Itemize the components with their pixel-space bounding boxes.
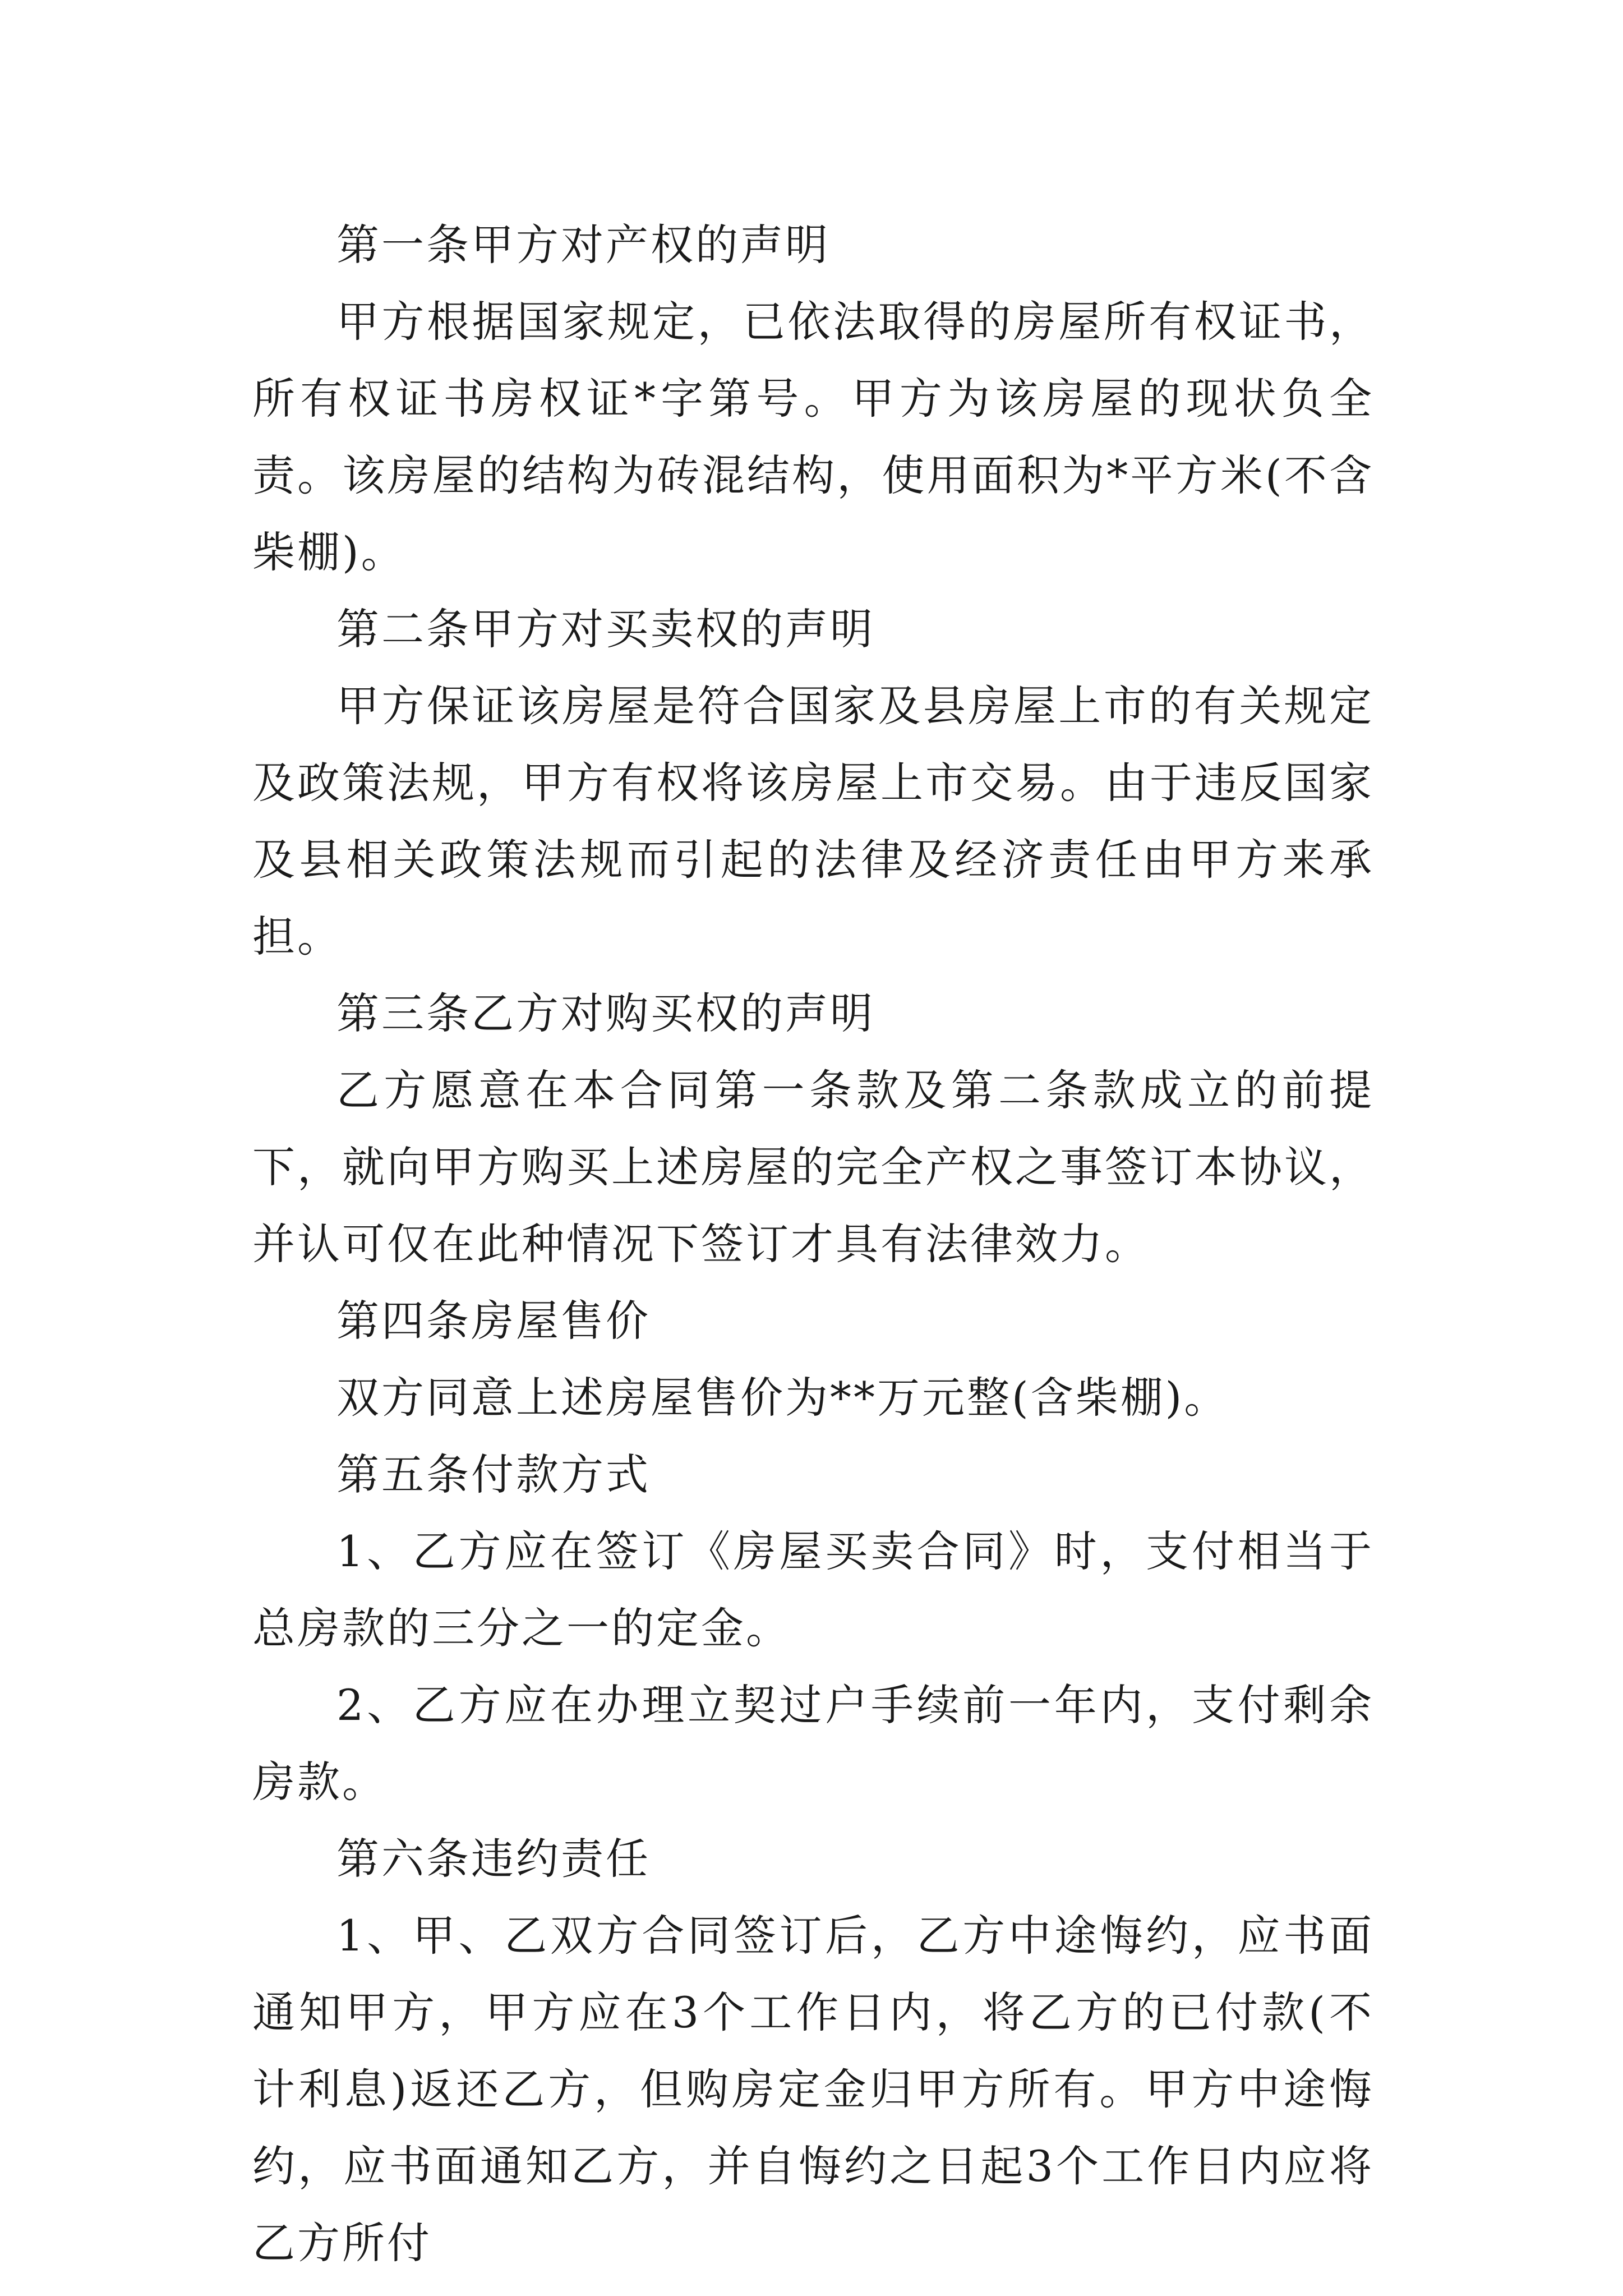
article-1-paragraph: 甲方根据国家规定，已依法取得的房屋所有权证书，所有权证书房权证*字第号。甲方为该房屋的现状负全责。该房屋的结构为砖混结构，使用面积为*平方米(不含柴棚)。	[252, 297, 1374, 577]
article-6-heading: 第六条违约责任	[336, 1834, 651, 1884]
document-body	[252, 206, 1374, 2281]
article-4-paragraph: 双方同意上述房屋售价为**万元整(含柴棚)。	[336, 1373, 1229, 1423]
article-5-item-1: 1、乙方应在签订《房屋买卖合同》时，支付相当于总房款的三分之一的定金。	[252, 1526, 1374, 1653]
article-2-heading: 第二条甲方对买卖权的声明	[336, 604, 875, 654]
article-1-heading: 第一条甲方对产权的声明	[336, 220, 830, 270]
article-4-heading: 第四条房屋售价	[336, 1296, 651, 1346]
article-6-item-1: 1、甲、乙双方合同签订后，乙方中途悔约，应书面通知甲方，甲方应在3个工作日内，将乙方的已付款(不计利息)返还乙方，但购房定金归甲方所有。甲方中途悔约，应书面通知乙方，并自悔约之日起3个工作日内应将乙方所付	[252, 1911, 1374, 2268]
article-5-item-2: 2、乙方应在办理立契过户手续前一年内，支付剩余房款。	[252, 1680, 1374, 1807]
article-3-heading: 第三条乙方对购买权的声明	[336, 988, 875, 1038]
article-2-paragraph: 甲方保证该房屋是符合国家及县房屋上市的有关规定及政策法规，甲方有权将该房屋上市交易。由于违反国家及县相关政策法规而引起的法律及经济责任由甲方来承担。	[252, 681, 1374, 961]
article-5-heading: 第五条付款方式	[336, 1450, 651, 1499]
article-3-paragraph: 乙方愿意在本合同第一条款及第二条款成立的前提下，就向甲方购买上述房屋的完全产权之事签订本协议，并认可仅在此种情况下签订才具有法律效力。	[252, 1065, 1374, 1269]
